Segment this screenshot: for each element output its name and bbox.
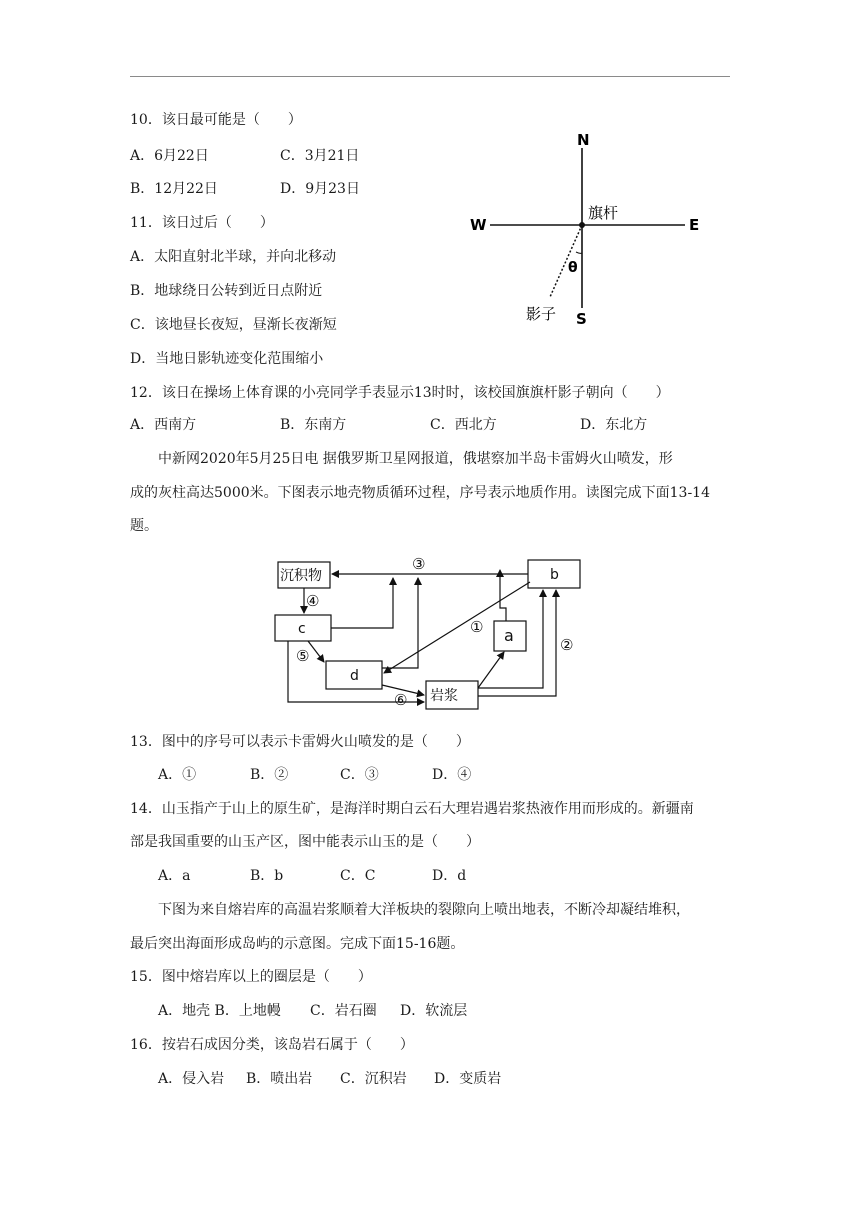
box-a-label: a: [504, 626, 514, 645]
q14-option-b: B．b: [250, 868, 284, 884]
arrow-c-to-d: [308, 641, 324, 662]
q16-option-c: C．沉积岩: [340, 1071, 407, 1087]
q15-stem: 15．图中熔岩库以上的圈层是（ ）: [130, 969, 372, 985]
q14-option-a: A．a: [158, 868, 191, 884]
q16-stem: 16．按岩石成因分类，该岛岩石属于（ ）: [130, 1037, 414, 1053]
arrow-magma-to-a: [478, 652, 504, 688]
magma-label: 岩浆: [430, 688, 458, 704]
label-6: ⑥: [394, 691, 408, 709]
header-rule: [130, 76, 730, 77]
passage1-line2: 成的灰柱高达5000米。下图表示地壳物质循环过程，序号表示地质作用。读图完成下面13-14: [130, 485, 710, 501]
box-b-label: b: [550, 567, 559, 583]
q10-option-d: D．9月23日: [280, 181, 360, 197]
label-3: ③: [412, 555, 426, 573]
q12-stem: 12．该日在操场上体育课的小亮同学手表显示13时时，该校国旗旗杆影子朝向（ ）: [130, 385, 670, 401]
q10-option-b: B．12月22日: [130, 181, 218, 197]
q13-option-c: C．③: [340, 767, 379, 783]
q16-option-b: B．喷出岩: [246, 1071, 313, 1087]
q14-stem-line2: 部是我国重要的山玉产区，图中能表示山玉的是（ ）: [130, 834, 480, 850]
passage2-line2: 最后突出海面形成岛屿的示意图。完成下面15-16题。: [130, 936, 465, 952]
q13-option-a: A．①: [158, 767, 197, 783]
q10-stem: 10．该日最可能是（ ）: [130, 112, 302, 128]
sediment-label: 沉积物: [280, 568, 322, 584]
west-label: W: [470, 216, 487, 234]
q14-option-d: D．d: [432, 868, 467, 884]
flagpole-label: 旗杆: [588, 204, 619, 222]
label-4: ④: [306, 592, 320, 610]
q11-option-d: D．当地日影轨迹变化范围缩小: [130, 351, 324, 367]
q11-option-a: A．太阳直射北半球，并向北移动: [130, 249, 337, 265]
q14-option-c: C．C: [340, 868, 376, 884]
rock-cycle-diagram: [268, 548, 588, 718]
angle-arc: [576, 252, 582, 253]
passage2-line1: 下图为来自熔岩库的高温岩浆顺着大洋板块的裂隙向上喷出地表，不断冷却凝结堆积，: [158, 902, 690, 918]
box-c-label: c: [298, 621, 306, 637]
q15-option-ab: A．地壳 B．上地幔: [158, 1003, 281, 1019]
q16-option-d: D．变质岩: [434, 1071, 502, 1087]
east-label: E: [689, 216, 700, 234]
north-label: N: [577, 131, 590, 149]
flagpole-dot: [579, 222, 585, 228]
q13-option-b: B．②: [250, 767, 289, 783]
arrow-a-to-b: [500, 570, 506, 621]
shadow-label: 影子: [526, 305, 557, 323]
q11-option-b: B．地球绕日公转到近日点附近: [130, 283, 323, 299]
flagpole-shadow-figure: [460, 120, 720, 335]
q13-option-d: D．④: [432, 767, 472, 783]
q10-option-c: C．3月21日: [280, 148, 360, 164]
passage1-line3: 题。: [130, 518, 158, 534]
q12-option-d: D．东北方: [580, 417, 648, 433]
q15-option-d: D．软流层: [400, 1003, 468, 1019]
q16-option-a: A．侵入岩: [158, 1071, 225, 1087]
q15-option-c: C．岩石圈: [310, 1003, 377, 1019]
q12-option-b: B．东南方: [280, 417, 347, 433]
q13-stem: 13．图中的序号可以表示卡雷姆火山喷发的是（ ）: [130, 734, 470, 750]
passage1-line1: 中新网2020年5月25日电 据俄罗斯卫星网报道，俄堪察加半岛卡雷姆火山喷发，形: [158, 451, 673, 467]
label-5: ⑤: [296, 647, 310, 665]
box-d-label: d: [350, 668, 359, 684]
arrow-c-to-sediment: [331, 578, 393, 628]
q11-option-c: C．该地昼长夜短，昼渐长夜渐短: [130, 317, 337, 333]
label-1: ①: [470, 618, 484, 636]
q12-option-a: A．西南方: [130, 417, 197, 433]
label-2: ②: [560, 636, 574, 654]
q14-stem-line1: 14．山玉指产于山上的原生矿，是海洋时期白云石大理岩遇岩浆热液作用而形成的。新疆南: [130, 801, 694, 817]
south-label: S: [576, 310, 587, 328]
q10-option-a: A．6月22日: [130, 148, 209, 164]
q12-option-c: C．西北方: [430, 417, 497, 433]
q11-stem: 11．该日过后（ ）: [130, 215, 274, 231]
theta-label: θ: [568, 260, 578, 276]
